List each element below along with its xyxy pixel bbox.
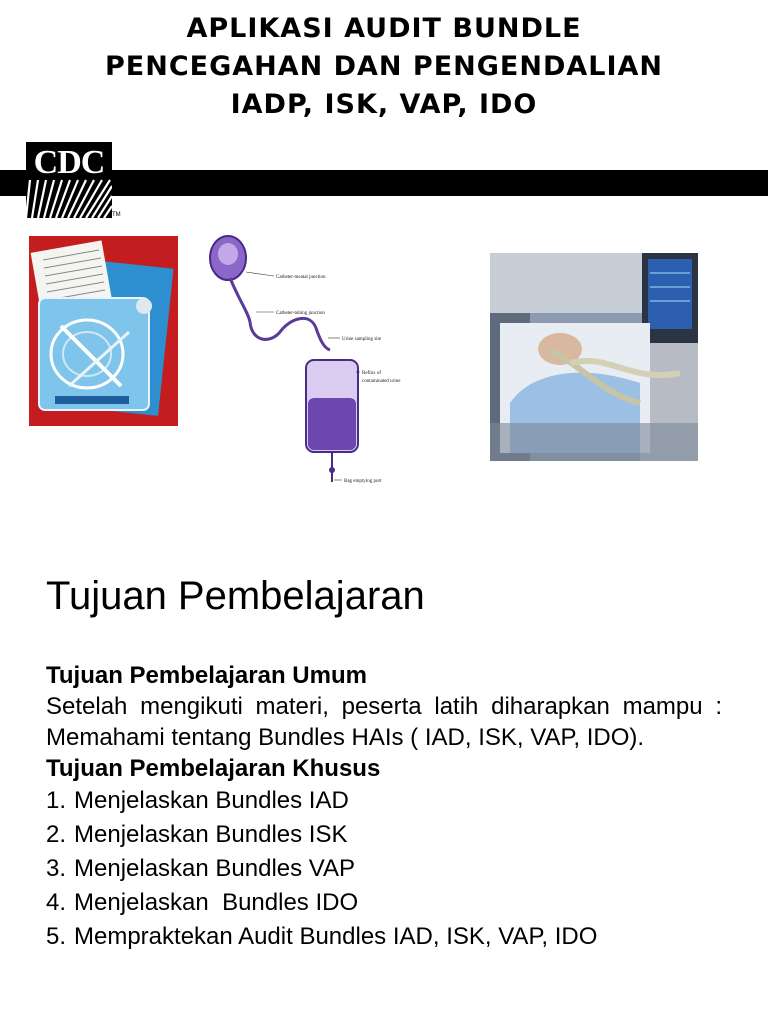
objectives-section xyxy=(46,660,722,954)
cdc-logo xyxy=(26,142,112,218)
icu-ventilator-image xyxy=(490,253,698,461)
page-title xyxy=(0,10,768,124)
central-line-kit-image xyxy=(29,236,178,426)
list-item-number: 3. xyxy=(46,855,67,882)
list-item-text: Menjelaskan Bundles ISK xyxy=(74,821,348,848)
list-item xyxy=(46,886,722,920)
title-line-3: IADP, ISK, VAP, IDO xyxy=(230,89,538,120)
list-item-number: 4. xyxy=(46,889,67,916)
urinary-catheter-image xyxy=(200,232,410,498)
list-item-text: Menjelaskan Bundles VAP xyxy=(74,855,356,882)
urinary-catheter-diagram xyxy=(200,232,410,498)
list-item-number: 2. xyxy=(46,821,67,848)
specific-objectives-list xyxy=(46,784,722,954)
list-item xyxy=(46,852,722,886)
list-item-number: 1. xyxy=(46,787,67,814)
cdc-logo-text: CDC xyxy=(33,144,105,181)
icu-ventilator-photo xyxy=(490,253,698,461)
label-reflux-2: contaminated urine xyxy=(362,379,401,384)
label-bag-port: Bag emptying port xyxy=(344,479,382,484)
cdc-logo-tm: TM xyxy=(112,212,121,218)
title-line-2: PENCEGAHAN DAN PENGENDALIAN xyxy=(104,51,664,82)
label-catheter-tubing: Catheter-tubing junction xyxy=(276,311,325,316)
list-item-number: 5. xyxy=(46,923,67,950)
central-line-kit-photo xyxy=(29,236,178,426)
general-objective-heading: Tujuan Pembelajaran Umum xyxy=(46,662,367,689)
label-catheter-meatal: Catheter-meatal junction xyxy=(276,275,326,280)
list-item xyxy=(46,818,722,852)
list-item xyxy=(46,920,722,954)
label-urine-sampling: Urine sampling site xyxy=(342,337,382,342)
header-bar xyxy=(0,170,768,196)
title-line-1: APLIKASI AUDIT BUNDLE xyxy=(186,13,582,44)
list-item-text: Menjelaskan Bundles IAD xyxy=(74,787,349,814)
list-item-text: Mempraktekan Audit Bundles IAD, ISK, VAP, IDO xyxy=(74,923,598,950)
list-item-text: Menjelaskan Bundles IDO xyxy=(74,889,359,916)
general-objective-text: Setelah mengikuti materi, peserta latih diharapkan mampu : Memahami tentang Bundles HAIs ( IAD, ISK, VAP, IDO). xyxy=(46,693,722,751)
label-reflux: Reflux of xyxy=(362,371,382,376)
section-heading: Tujuan Pembelajaran xyxy=(46,574,425,618)
specific-objectives-heading: Tujuan Pembelajaran Khusus xyxy=(46,755,381,782)
list-item xyxy=(46,784,722,818)
